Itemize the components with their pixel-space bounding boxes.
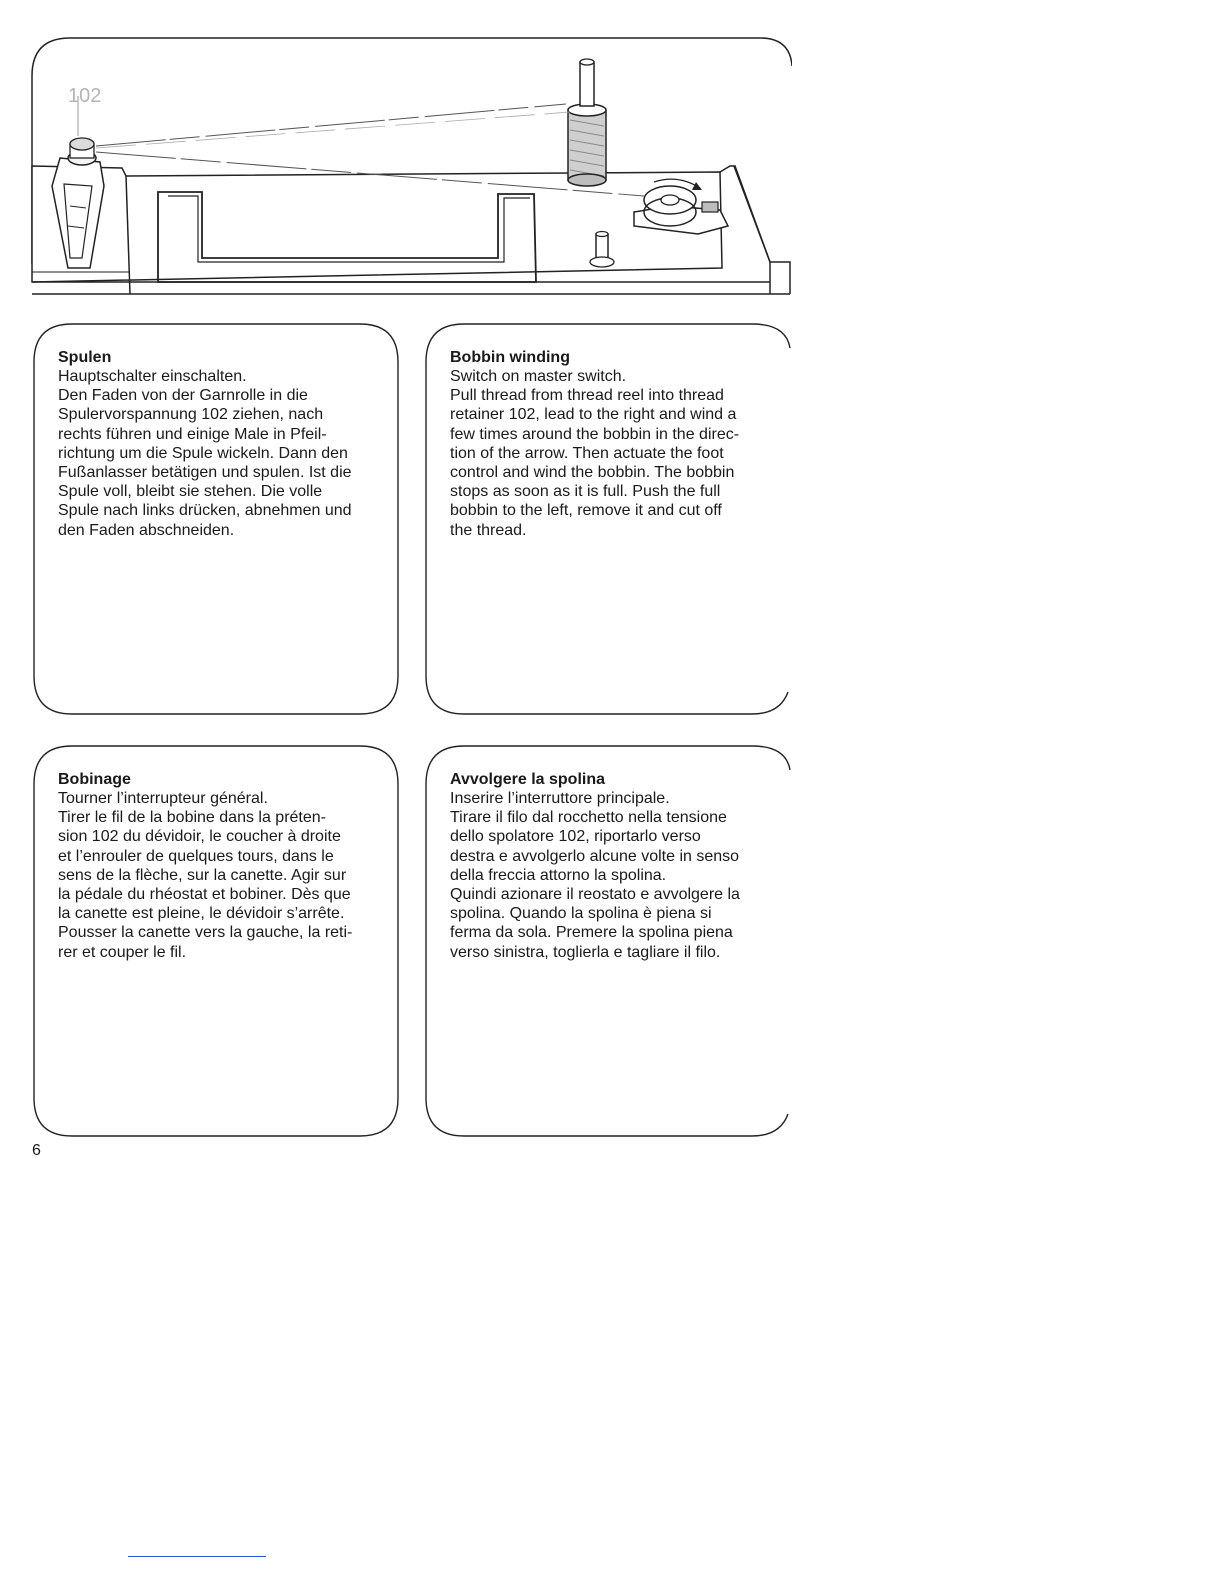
section-line: Tourner l’interrupteur général.: [58, 790, 268, 807]
section-line: richtung um die Spule wickeln. Dann den: [58, 444, 348, 462]
section-line: Switch on master switch.: [450, 368, 627, 385]
section-line: Inserire l’interruttore principale.: [450, 790, 670, 807]
section-title: Bobinage: [58, 771, 131, 788]
section-line: et l’enrouler de quelques tours, dans le: [58, 847, 334, 865]
section-line: retainer 102, lead to the right and wind a: [450, 406, 737, 424]
page-number: 6: [32, 1142, 41, 1159]
section-line: destra e avvolgerlo alcune volte in senso: [450, 847, 740, 865]
footer-link-line[interactable]: [128, 1556, 266, 1557]
section-line: Hauptschalter einschalten.: [58, 368, 247, 385]
section-line: Spule nach links drücken, abnehmen und: [58, 502, 352, 520]
section-line: Pousser la canette vers la gauche, la reti-: [58, 924, 353, 942]
section-line: tion of the arrow. Then actuate the foot: [450, 444, 724, 462]
section-card-italian: [424, 744, 792, 1138]
sewing-machine-top-drawing: [30, 36, 792, 298]
section-line: sion 102 du dévidoir, le coucher à droite: [58, 828, 341, 846]
section-card-french: [32, 744, 400, 1138]
section-line: control and wind the bobbin. The bobbin: [450, 464, 735, 482]
section-line: stops as soon as it is full. Push the full: [450, 483, 721, 501]
section-line: Tirare il filo dal rocchetto nella tensione: [450, 809, 727, 827]
section-line: Den Faden von der Garnrolle in die: [58, 387, 308, 405]
section-card-german: [32, 322, 400, 716]
section-line: la canette est pleine, le dévidoir s’arrête.: [58, 905, 345, 923]
section-line: Quindi azionare il reostato e avvolgere la: [450, 886, 740, 904]
section-line: rechts führen und einige Male in Pfeil-: [58, 425, 327, 443]
section-card-english: [424, 322, 792, 716]
section-title: Avvolgere la spolina: [450, 771, 606, 788]
section-line: della freccia attorno la spolina.: [450, 866, 667, 884]
section-line: Tirer le fil de la bobine dans la préten-: [58, 809, 326, 827]
section-line: rer et couper le fil.: [58, 943, 187, 961]
section-line: la pédale du rhéostat et bobiner. Dès que: [58, 886, 351, 904]
section-line: Pull thread from thread reel into thread: [450, 387, 724, 405]
section-line: spolina. Quando la spolina è piena si: [450, 905, 712, 923]
section-title: Spulen: [58, 349, 112, 366]
section-line: Spulervorspannung 102 ziehen, nach: [58, 406, 324, 424]
section-line: dello spolatore 102, riportarlo verso: [450, 828, 701, 846]
section-line: den Faden abschneiden.: [58, 521, 235, 539]
section-line: bobbin to the left, remove it and cut off: [450, 502, 722, 520]
section-line: Spule voll, bleibt sie stehen. Die volle: [58, 483, 323, 501]
section-line: ferma da sola. Premere la spolina piena: [450, 924, 733, 942]
section-line: the thread.: [450, 521, 527, 539]
section-line: sens de la flèche, sur la canette. Agir sur: [58, 866, 347, 884]
section-line: Fußanlasser betätigen und spulen. Ist die: [58, 464, 352, 482]
callout-102-label: 102: [68, 85, 102, 107]
section-line: verso sinistra, toglierla e tagliare il filo.: [450, 943, 721, 961]
bobbin-winding-illustration: [30, 36, 792, 298]
section-title: Bobbin winding: [450, 349, 570, 366]
section-line: few times around the bobbin in the direc-: [450, 425, 740, 443]
